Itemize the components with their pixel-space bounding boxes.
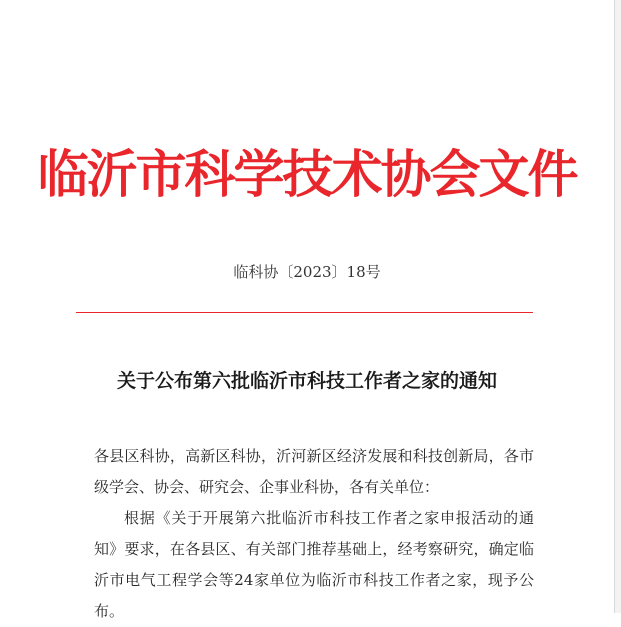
addressee-line: 各县区科协，高新区科协，沂河新区经济发展和科技创新局，各市级学会、协会、研究会、企事业科协，各有关单位：: [94, 447, 534, 496]
header-divider: [76, 312, 533, 313]
document-number: 临科协〔2023〕18号: [233, 263, 381, 281]
document-header-title: 临沂市科学技术协会文件: [37, 145, 577, 205]
body-paragraph: 根据《关于开展第六批临沂市科技工作者之家申报活动的通知》要求，在各县区、有关部门推荐基础上，经考察研究，确定临沂市电气工程学会等24家单位为临沂市科技工作者之家，现予公布。: [94, 509, 534, 620]
document-body: [94, 441, 534, 627]
viewer-background: [615, 0, 621, 613]
notice-title: 关于公布第六批临沂市科技工作者之家的通知: [116, 370, 497, 392]
